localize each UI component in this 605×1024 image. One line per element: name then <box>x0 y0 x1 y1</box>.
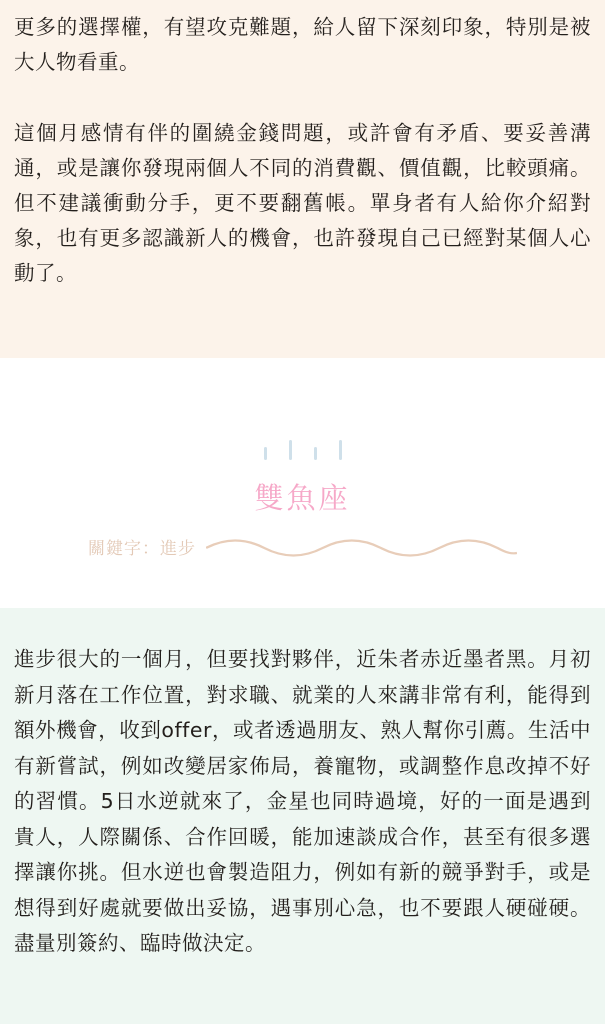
paragraph: 這個月感情有伴的圍繞金錢問題，或許會有矛盾、要妥善溝通，或是讓你發現兩個人不同的消費觀、價值觀，比較頭痛。但不建議衝動分手，更不要翻舊帳。單身者有人給你介紹對象，也有更多認識新人的機會，也許發現自己已經對某個人心動了。 <box>14 121 591 285</box>
zodiac-sign-title: 雙魚座 <box>254 481 351 515</box>
tick-mark-icon <box>314 447 317 460</box>
keyword-label: 關鍵字：進步 <box>88 539 196 559</box>
top-text-section <box>0 0 605 358</box>
tick-mark-icon <box>289 440 292 460</box>
paragraph: 更多的選擇權，有望攻克難題，給人留下深刻印象，特別是被大人物看重。 <box>14 15 591 74</box>
tick-mark-icon <box>264 447 267 460</box>
decorative-ticks <box>0 440 605 460</box>
wave-divider-icon <box>206 536 517 558</box>
bottom-text-section <box>0 608 605 1024</box>
tick-mark-icon <box>339 440 342 460</box>
paragraph: 進步很大的一個月，但要找對夥伴，近朱者赤近墨者黑。月初新月落在工作位置，對求職、就業的人來講非常有利，能得到額外機會，收到offer，或者透過朋友、熟人幫你引薦。生活中有新嘗試，例如改變居家佈局，養寵物，或調整作息改掉不好的習慣。5日水逆就來了，金星也同時過境，好的一面是遇到貴人，人際關係、合作回暖，能加速談成合作，甚至有很多選擇讓你挑。但水逆也會製造阻力，例如有新的競爭對手，或是想得到好處就要做出妥協，遇事別心急，也不要跟人硬碰硬。盡量別簽約、臨時做決定。 <box>14 647 591 955</box>
sign-header-section <box>0 358 605 608</box>
keyword-row <box>0 534 605 559</box>
